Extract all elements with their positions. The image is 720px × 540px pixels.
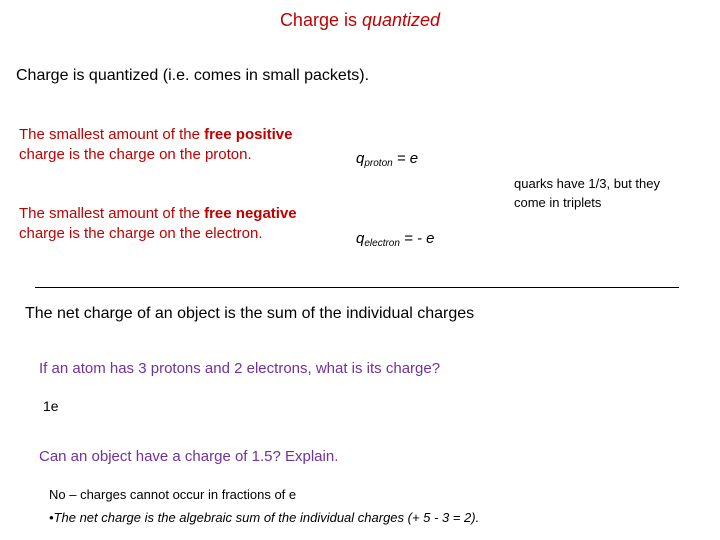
electron-statement xyxy=(19,204,297,244)
page-title xyxy=(0,10,720,31)
proton-statement-before: The smallest amount of the xyxy=(19,126,205,143)
question-1: If an atom has 3 protons and 2 electrons, what is its charge? xyxy=(39,360,441,377)
title-prefix: Charge is xyxy=(279,10,362,30)
intro-text: Charge is quantized (i.e. comes in small packets). xyxy=(16,67,370,84)
quarks-note-line-1: quarks have 1/3, but they xyxy=(514,176,660,191)
electron-eq-subscript: electron xyxy=(364,238,400,249)
title-emphasis: quantized xyxy=(361,10,441,30)
electron-statement-before: The smallest amount of the xyxy=(19,205,205,222)
proton-eq-subscript: proton xyxy=(364,158,393,169)
answer-2: No – charges cannot occur in fractions of e xyxy=(49,487,297,502)
net-charge-statement: The net charge of an object is the sum of the individual charges xyxy=(25,305,475,322)
electron-equation xyxy=(356,230,435,249)
proton-statement-after: charge is the charge on the proton. xyxy=(19,146,252,163)
electron-statement-after: charge is the charge on the electron. xyxy=(19,225,263,242)
electron-statement-bold: free negative xyxy=(204,205,297,222)
net-charge-note: •The net charge is the algebraic sum of the individual charges (+ 5 - 3 = 2). xyxy=(49,510,480,525)
electron-eq-rhs: = - e xyxy=(404,230,435,247)
electron-eq-symbol: q xyxy=(356,230,365,247)
proton-equation xyxy=(356,150,418,169)
quarks-note xyxy=(514,174,660,212)
proton-statement-bold: free positive xyxy=(204,126,293,143)
divider-line xyxy=(35,287,679,288)
quarks-note-line-2: come in triplets xyxy=(514,195,602,210)
proton-eq-rhs: = e xyxy=(396,150,419,167)
question-2: Can an object have a charge of 1.5? Explain. xyxy=(39,448,339,465)
answer-1: 1e xyxy=(43,398,59,414)
proton-eq-symbol: q xyxy=(356,150,365,167)
proton-statement xyxy=(19,125,292,165)
